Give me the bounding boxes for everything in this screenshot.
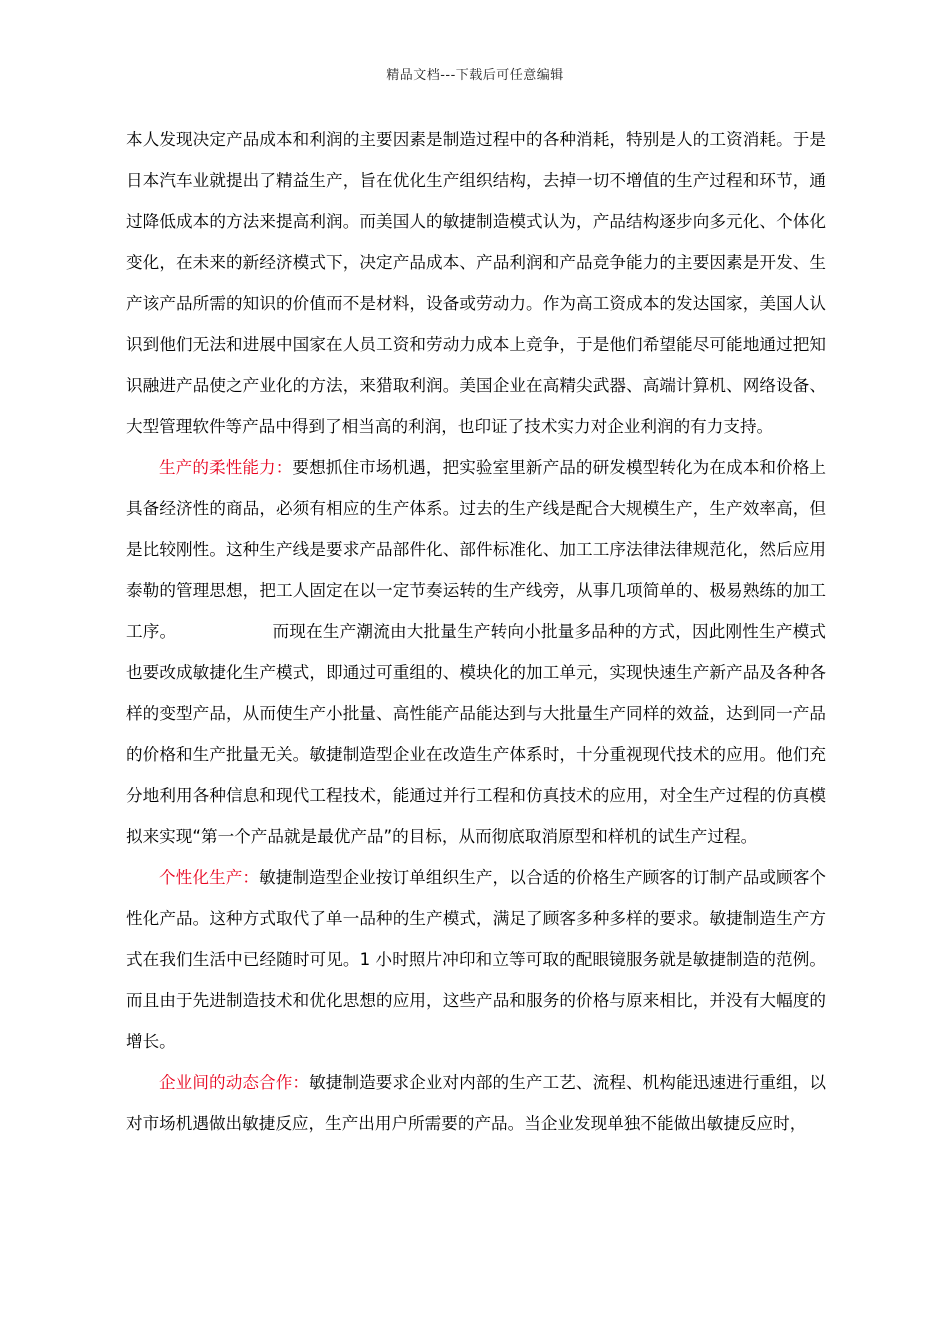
paragraph-cost-profit <box>126 119 826 447</box>
paragraph-text: 要想抓住市场机遇，把实验室里新产品的研发模型转化为在成本和价格上具备经济性的商品，必须有相应的生产体系。过去的生产线是配合大规模生产，生产效率高，但是比较刚性。这种生产线是要求产品部件化、部件标准化、加工工序法律法律规范化，然后应用泰勒的管理思想，把工人固定在以一定节奏运转的生产线旁，从事几项简单的、极易熟练的加工工序。 <box>126 458 827 641</box>
section-heading: 生产的柔性能力： <box>159 458 293 477</box>
paragraph-text: 敏捷制造要求企业对内部的生产工艺、流程、机构能迅速进行重组，以对市场机遇做出敏捷反应，生产出用户所需要的产品。当企业发现单独不能做出敏捷反应时， <box>126 1073 826 1133</box>
header-text: 精品文档---下载后可任意编辑 <box>386 68 564 83</box>
paragraph-text: 敏捷制造型企业按订单组织生产，以合适的价格生产顾客的订制产品或顾客个性化产品。这种方式取代了单一品种的生产模式，满足了顾客多种多样的要求。敏捷制造生产方式在我们生活中已经随时可见。1 小时照片冲印和立等可取的配眼镜服务就是敏捷制造的范例。而且由于先进制造技术和优化思想的应用，这些产品和服务的价格与原来相比，并没有大幅度的增长。 <box>126 868 826 1051</box>
page-header <box>0 64 950 83</box>
paragraph-dynamic-cooperation <box>126 1062 826 1144</box>
document-body <box>126 119 826 1144</box>
section-heading: 企业间的动态合作： <box>159 1073 310 1092</box>
section-heading: 个性化生产： <box>159 868 260 887</box>
paragraph-text-continued: 而现在生产潮流由大批量生产转向小批量多品种的方式，因此刚性生产模式也要改成敏捷化生产模式，即通过可重组的、模块化的加工单元，实现快速生产新产品及各种各样的变型产品，从而使生产小批量、高性能产品能达到与大批量生产同样的效益，达到同一产品的价格和生产批量无关。敏捷制造型企业在改造生产体系时，十分重视现代技术的应用。他们充分地利用各种信息和现代工程技术，能通过并行工程和仿真技术的应用，对全生产过程的仿真模拟来实现“第一个产品就是最优产品”的目标，从而彻底取消原型和样机的试生产过程。 <box>126 622 827 846</box>
paragraph-flexible-capability <box>126 447 826 857</box>
paragraph-text: 本人发现决定产品成本和利润的主要因素是制造过程中的各种消耗，特别是人的工资消耗。于是日本汽车业就提出了精益生产，旨在优化生产组织结构，去掉一切不增值的生产过程和环节，通过降低成本的方法来提高利润。而美国人的敏捷制造模式认为，产品结构逐步向多元化、个体化变化，在未来的新经济模式下，决定产品成本、产品利润和产品竞争能力的主要因素是开发、生产该产品所需的知识的价值而不是材料，设备或劳动力。作为高工资成本的发达国家，美国人认识到他们无法和进展中国家在人员工资和劳动力成本上竞争，于是他们希望能尽可能地通过把知识融进产品使之产业化的方法，来猎取利润。美国企业在高精尖武器、高端计算机、网络设备、大型管理软件等产品中得到了相当高的利润，也印证了技术实力对企业利润的有力支持。 <box>126 130 826 436</box>
paragraph-personalized-production <box>126 857 826 1062</box>
